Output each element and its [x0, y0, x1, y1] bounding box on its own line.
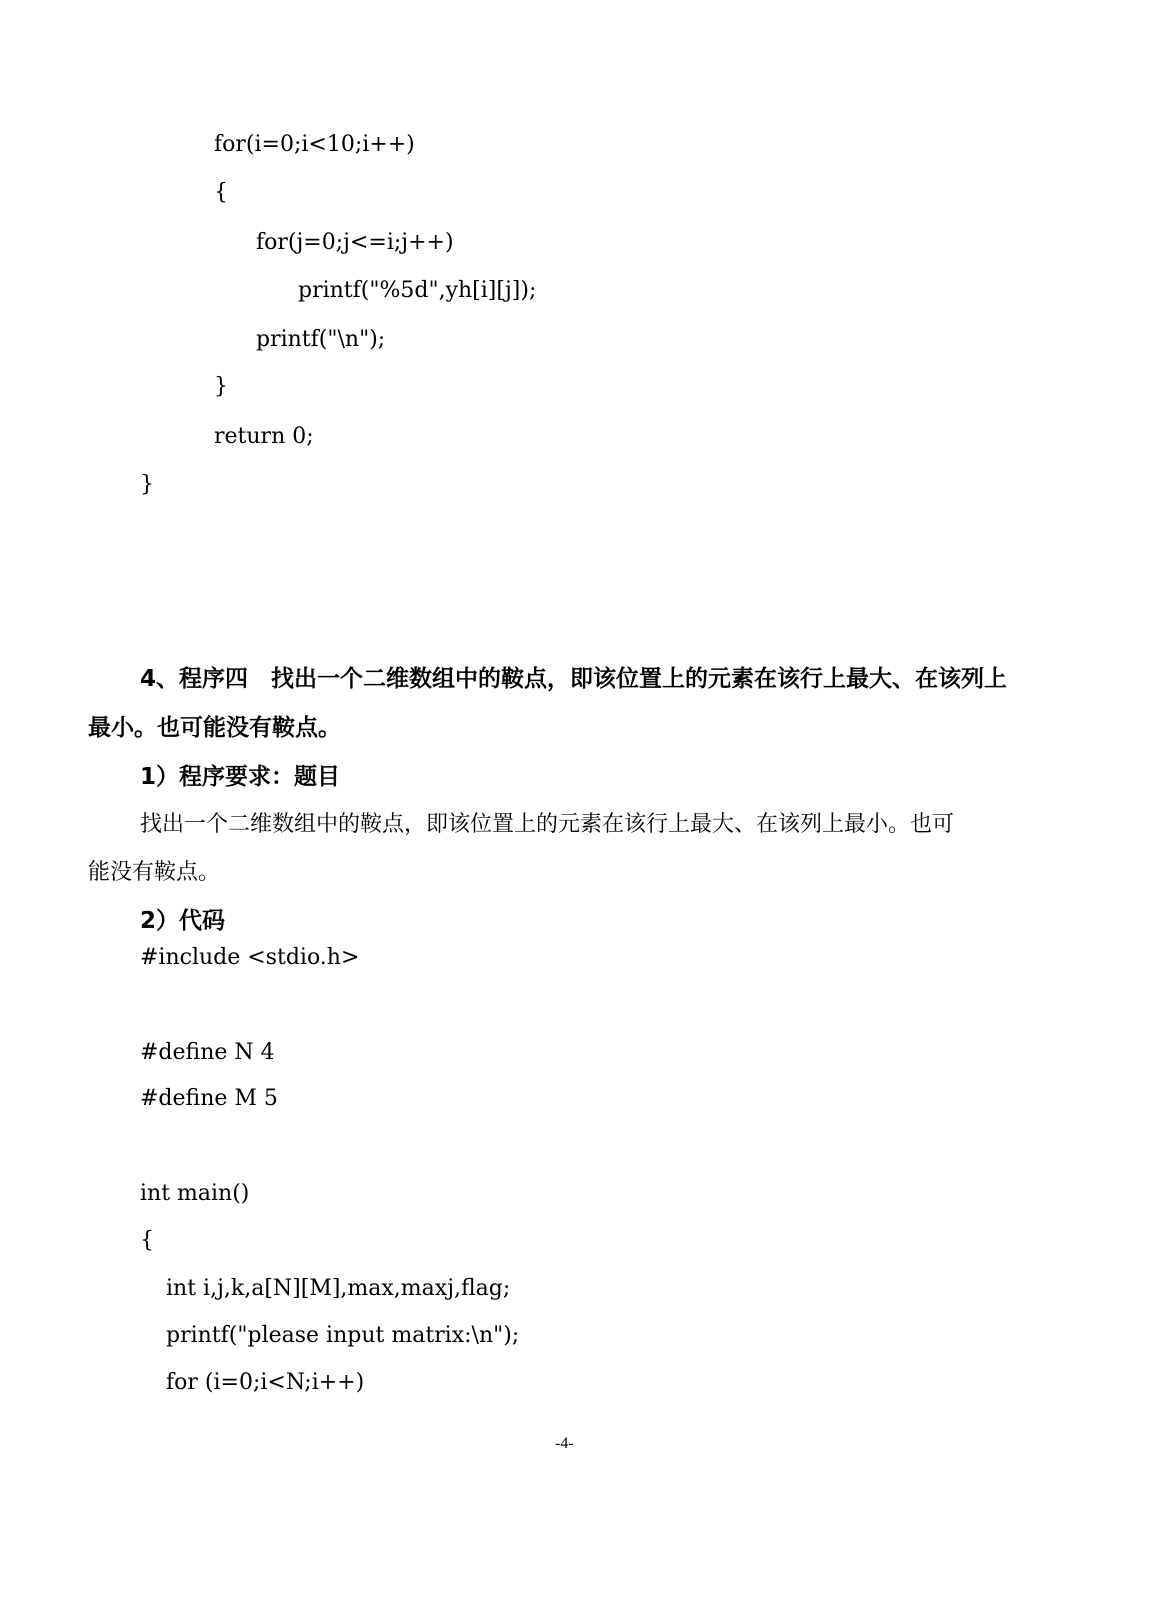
code-line: int main()	[140, 1181, 250, 1206]
code-line: }	[214, 374, 228, 399]
section-title: 4、程序四 找出一个二维数组中的鞍点，即该位置上的元素在该行上最大、在该列上	[140, 666, 1008, 692]
code-line: #define M 5	[140, 1086, 278, 1111]
code-line: {	[140, 1228, 154, 1253]
code-heading: 2）代码	[140, 908, 226, 934]
code-line: printf("%5d",yh[i][j]);	[298, 278, 537, 303]
page-number: -4-	[555, 1435, 574, 1452]
requirements-text: 找出一个二维数组中的鞍点，即该位置上的元素在该行上最大、在该列上最小。也可	[140, 812, 955, 837]
requirements-text-continued: 能没有鞍点。	[88, 860, 221, 885]
code-line: }	[140, 472, 154, 497]
requirements-heading: 1）程序要求：题目	[140, 764, 341, 790]
code-line: printf("\n");	[256, 327, 386, 352]
code-line: printf("please input matrix:\n");	[166, 1323, 520, 1348]
code-line: {	[214, 180, 228, 205]
code-line: for(i=0;i<10;i++)	[214, 132, 415, 157]
code-line: return 0;	[214, 424, 314, 449]
code-line: #include <stdio.h>	[140, 945, 360, 970]
section-title-continued: 最小。也可能没有鞍点。	[88, 715, 341, 741]
code-line: for(j=0;j<=i;j++)	[256, 230, 454, 255]
code-line: for (i=0;i<N;i++)	[166, 1370, 365, 1395]
code-line: #define N 4	[140, 1040, 275, 1065]
code-line: int i,j,k,a[N][M],max,maxj,flag;	[166, 1276, 511, 1301]
